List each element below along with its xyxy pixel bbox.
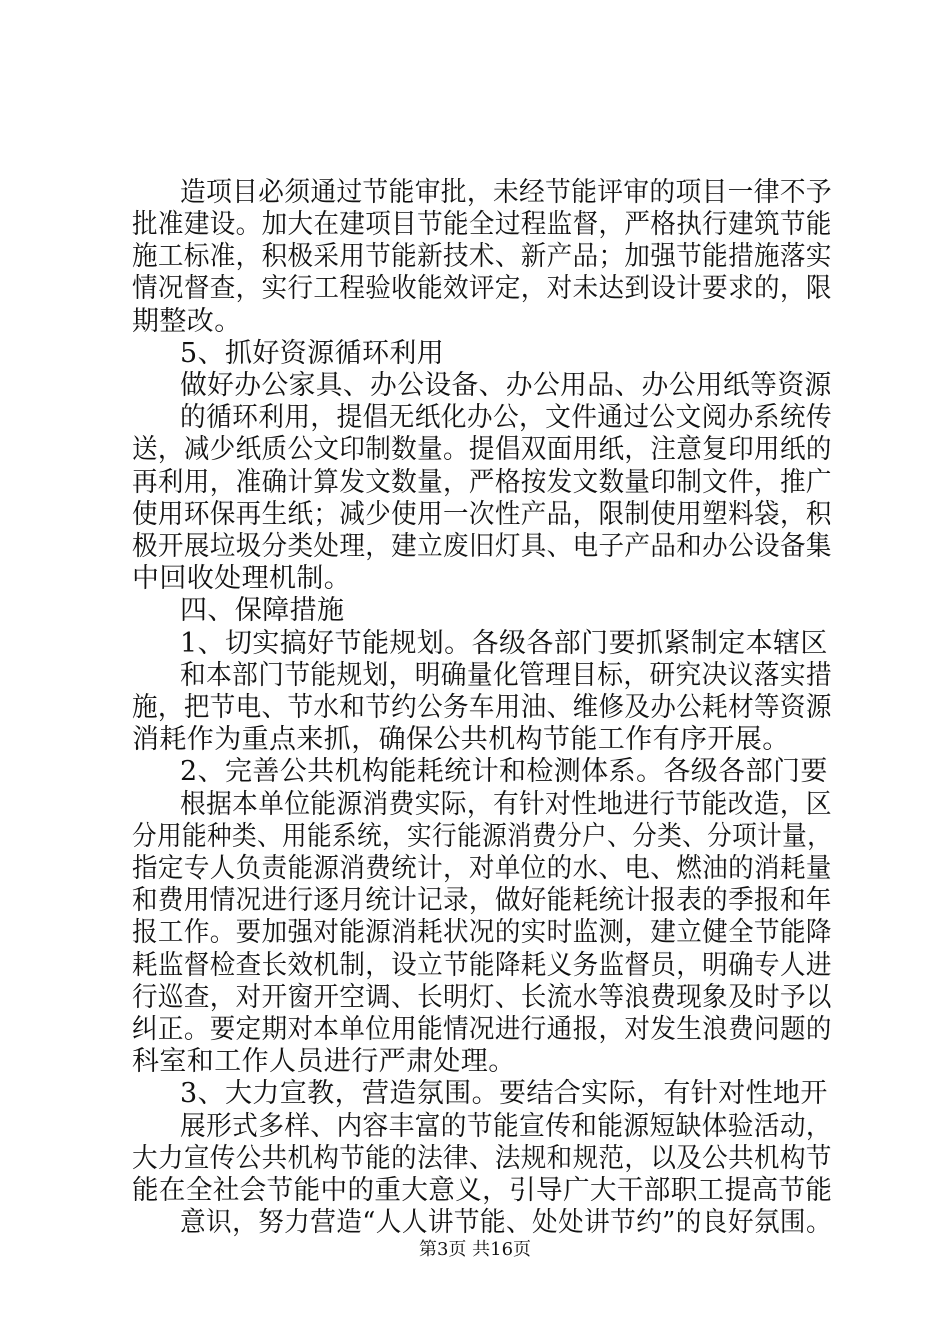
body-text-line: 期整改。 — [132, 306, 242, 337]
body-text-line: 送，减少纸质公文印制数量。提倡双面用纸，注意复印用纸的 — [132, 434, 832, 465]
body-text-line: 使用环保再生纸；减少使用一次性产品，限制使用塑料袋，积 — [132, 499, 832, 530]
body-text-line: 纠正。要定期对本单位用能情况进行通报，对发生浪费问题的 — [132, 1014, 832, 1045]
body-text-line: 行巡查，对开窗开空调、长明灯、长流水等浪费现象及时予以 — [132, 982, 832, 1013]
body-text-line: 造项目必须通过节能审批，未经节能评审的项目一律不予 — [180, 177, 832, 208]
page-number-footer: 第3页 共16页 — [418, 1239, 532, 1260]
body-text-line: 和费用情况进行逐月统计记录，做好能耗统计报表的季报和年 — [132, 885, 832, 916]
body-text-line: 施，把节电、节水和节约公务车用油、维修及办公耗材等资源 — [132, 692, 832, 723]
body-text-line: 意识，努力营造“人人讲节能、处处讲节约”的良好氛围。 — [180, 1207, 832, 1238]
section-heading: 5、抓好资源循环利用 — [180, 338, 445, 369]
body-text-line: 耗监督检查长效机制，设立节能降耗义务监督员，明确专人进 — [132, 950, 832, 981]
body-text-line: 情况督查，实行工程验收能效评定，对未达到设计要求的，限 — [132, 273, 832, 304]
body-text-line: 极开展垃圾分类处理，建立废旧灯具、电子产品和办公设备集 — [132, 531, 832, 562]
body-text-line: 分用能种类、用能系统，实行能源消费分户、分类、分项计量， — [132, 821, 833, 852]
body-text-line: 做好办公家具、办公设备、办公用品、办公用纸等资源 — [180, 370, 832, 401]
body-text-line: 报工作。要加强对能源消耗状况的实时监测，建立健全节能降 — [132, 917, 832, 948]
body-text-line: 指定专人负责能源消费统计，对单位的水、电、燃油的消耗量 — [132, 853, 832, 884]
body-text-line: 科室和工作人员进行严肃处理。 — [132, 1046, 516, 1077]
body-text-line: 中回收处理机制。 — [132, 563, 352, 594]
body-text-line: 批准建设。加大在建项目节能全过程监督，严格执行建筑节能 — [132, 209, 832, 240]
body-text-line: 展形式多样、内容丰富的节能宣传和能源短缺体验活动， — [180, 1111, 832, 1142]
body-text-line: 消耗作为重点来抓，确保公共机构节能工作有序开展。 — [132, 724, 790, 755]
body-text-line: 3、大力宣教，营造氛围。要结合实际，有针对性地开 — [180, 1078, 828, 1109]
body-text-line: 根据本单位能源消费实际，有针对性地进行节能改造，区 — [180, 789, 832, 820]
body-text-line: 再利用，准确计算发文数量，严格按发文数量印制文件，推广 — [132, 467, 832, 498]
body-text-line: 的循环利用，提倡无纸化办公，文件通过公文阅办系统传 — [180, 402, 832, 433]
body-text-line: 施工标准，积极采用节能新技术、新产品；加强节能措施落实 — [132, 241, 832, 272]
body-text-line: 大力宣传公共机构节能的法律、法规和规范，以及公共机构节 — [132, 1143, 832, 1174]
body-text-line: 和本部门节能规划，明确量化管理目标，研究决议落实措 — [180, 660, 832, 691]
body-text-line: 2、完善公共机构能耗统计和检测体系。各级各部门要 — [180, 756, 828, 787]
section-heading: 四、保障措施 — [180, 595, 345, 626]
body-text-line: 1、切实搞好节能规划。各级各部门要抓紧制定本辖区 — [180, 628, 828, 659]
body-text-line: 能在全社会节能中的重大意义，引导广大干部职工提高节能 — [132, 1175, 833, 1206]
